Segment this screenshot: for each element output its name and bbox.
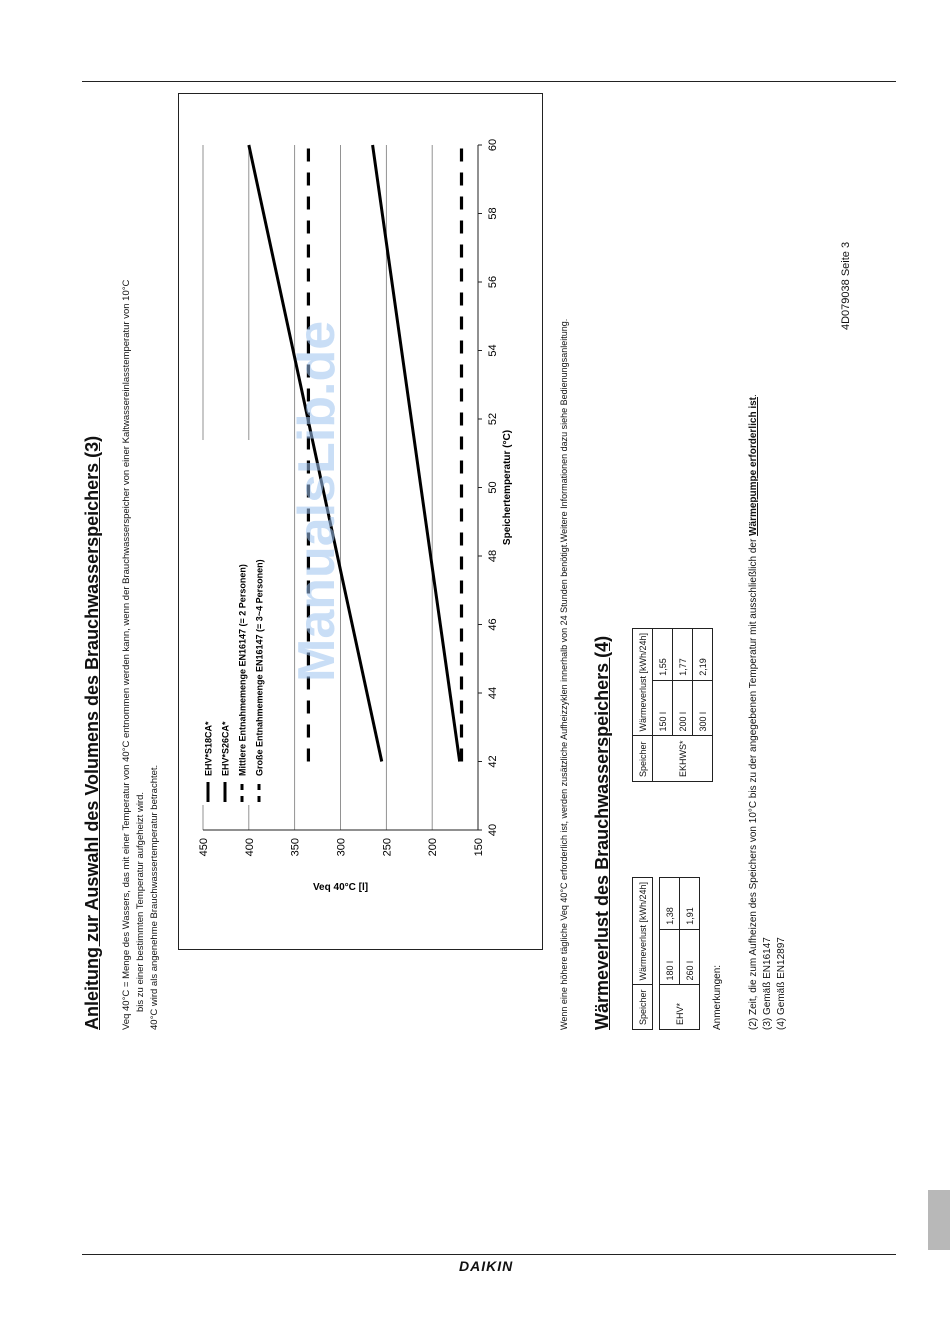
legend-label: EHV*S18CA*	[203, 721, 214, 776]
table-cell: 2,19	[693, 628, 713, 680]
document-reference: 4D079038 Seite 3	[840, 241, 852, 330]
table-header-waermeverlust: Wärmeverlust [kWh/24h]	[633, 877, 653, 985]
table-cell: 180 l	[660, 929, 680, 985]
table-cell: 300 l	[693, 680, 713, 736]
table-cell: 1,77	[673, 628, 693, 680]
watermark: ManualsLib.de	[288, 320, 346, 682]
top-rule	[82, 81, 896, 82]
y-tick-label: 400	[243, 838, 256, 857]
heat-loss-table-ehv	[632, 877, 700, 1030]
x-tick-label: 52	[487, 412, 499, 426]
x-tick-label: 48	[487, 549, 499, 563]
remark-2-emphasis: Wärmepumpe erforderlich ist	[748, 397, 759, 536]
remarks-heading: Anmerkungen:	[712, 964, 723, 1030]
x-axis-label: Speichertemperatur (°C)	[502, 429, 513, 546]
volume-chart	[178, 95, 541, 950]
table-cell: 1,38	[660, 877, 680, 929]
table-cell: 200 l	[673, 680, 693, 736]
x-tick-label: 46	[487, 618, 499, 631]
y-tick-label: 450	[198, 838, 210, 857]
x-tick-label: 40	[487, 823, 499, 837]
x-tick-label: 60	[487, 138, 499, 152]
chart-note: Wenn eine höhere tägliche Veq 40°C erforderlich ist, werden zusätzliche Aufheizzyklen innerhalb von 24 Stunden benötigt.Weitere Informationen dazu siehe Bedienungsanleitung.	[559, 318, 569, 1030]
y-tick-label: 300	[335, 838, 348, 857]
y-axis-label: Veq 40°C [l]	[312, 882, 369, 893]
legend-label: Große Entnahmemenge EN16147 (= 3~4 Personen)	[254, 559, 265, 776]
remark-3: (3) Gemäß EN16147	[762, 937, 773, 1030]
heat-loss-table-ekhws	[632, 628, 713, 782]
remark-4: (4) Gemäß EN12897	[776, 937, 787, 1030]
x-tick-label: 54	[487, 344, 499, 357]
rotated-page-content	[82, 100, 896, 1030]
intro-line-2: bis zu einer bestimmten Temperatur aufgeheizt wird.	[135, 791, 146, 1012]
legend-label: EHV*S26CA*	[220, 721, 231, 776]
table-cell: 1,55	[653, 628, 673, 680]
intro-text	[120, 100, 162, 1030]
intro-line-1: Veq 40°C = Menge des Wassers, das mit einer Temperatur von 40°C entnommen werden kann, wenn der Brauchwasserspeicher von einer Kaltwassereinlasstemperatur von 10°C	[121, 279, 132, 1030]
y-tick-label: 250	[381, 838, 394, 857]
table-cell: 260 l	[680, 929, 700, 985]
daikin-logo: DAIKIN	[459, 1258, 514, 1274]
section-title-heat-loss: Wärmeverlust des Brauchwasserspeichers (4)	[592, 635, 612, 1030]
legend-label: Mittlere Entnahmemenge EN16147 (= 2 Personen)	[237, 564, 248, 776]
page-title: Anleitung zur Auswahl des Volumens des Brauchwasserspeichers (3)	[82, 435, 102, 1030]
x-tick-label: 50	[487, 481, 499, 494]
table-cell: 1,91	[680, 877, 700, 929]
y-tick-label: 150	[473, 838, 485, 857]
intro-line-3: 40°C wird als angenehme Brauchwassertemperatur betrachtet.	[149, 764, 160, 1030]
side-tab	[928, 1190, 950, 1250]
table-cell: 150 l	[653, 680, 673, 736]
remarks-list	[747, 394, 789, 1030]
bottom-rule	[82, 1254, 896, 1255]
table-header-speicher: Speicher	[633, 736, 653, 782]
remark-2: (2) Zeit, die zum Aufheizen des Speichers von 10°C bis zu der angegebenen Temperatur mit ausschließlich der Wärmepumpe erforderlich ist.	[748, 394, 759, 1030]
table-group-label: EHV*	[660, 985, 700, 1030]
series-line-1	[373, 145, 460, 762]
y-tick-label: 350	[289, 838, 302, 857]
x-tick-label: 58	[487, 207, 499, 220]
x-tick-label: 44	[487, 686, 499, 700]
table-group-label: EKHWS*	[653, 736, 713, 782]
table-header-waermeverlust: Wärmeverlust [kWh/24h]	[633, 628, 653, 736]
table-header-speicher: Speicher	[633, 985, 653, 1030]
y-tick-label: 200	[427, 838, 440, 857]
x-tick-label: 56	[487, 275, 499, 289]
x-tick-label: 42	[487, 755, 499, 768]
